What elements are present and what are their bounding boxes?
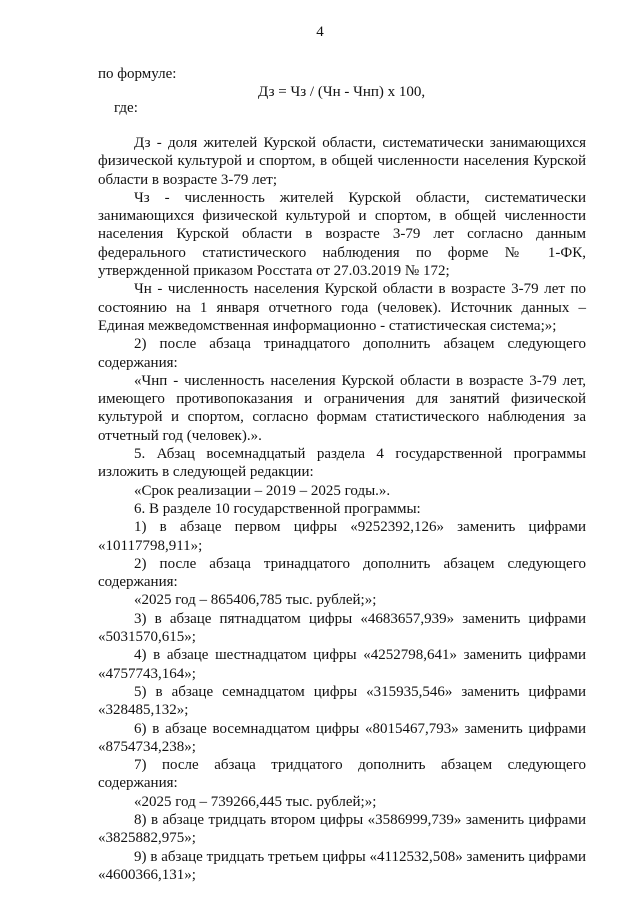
paragraph-2025-a: «2025 год – 865406,785 тыс. рублей;»; [134, 592, 377, 609]
paragraph-section-5: 5. Абзац восемнадцатый раздела 4 государственной программы изложить в следующей редакции: [98, 446, 586, 481]
paragraph-amend-2: 2) после абзаца тринадцатого дополнить абзацем следующего содержания: [98, 555, 586, 591]
where-label: где: [114, 100, 138, 116]
paragraph-dz-definition: Дз - доля жителей Курской области, систематически занимающихся физической культурой и спортом, в общей численности населения Курской области в возрасте 3-79 лет; [98, 135, 586, 188]
paragraph-chn-definition: Чн - численность населения Курской области в возрасте 3-79 лет по состоянию на 1 января отчетного года (человек). Источник данных – Единая межведомственная информационно - статистическая система;»; [98, 281, 586, 334]
paragraph-amend-9: 9) в абзаце тридцать третьем цифры «4112532,508» заменить цифрами «4600366,131»; [98, 848, 586, 883]
paragraph-chnp-definition: «Чнп - численность населения Курской области в возрасте 3-79 лет, имеющего противопоказания и ограничения для занятий физической культурой и спортом, согласно формам статистического наблюдения за отчетный год (человек).». [98, 372, 586, 444]
formula-intro: по формуле: [98, 66, 177, 82]
formula: Дз = Чз / (Чн - Чнп) х 100, [258, 84, 426, 100]
paragraph-amend-4: 4) в абзаце шестнадцатом цифры «4252798,641» заменить цифрами «4757743,164»; [98, 647, 586, 682]
paragraph-amend-5: 5) в абзаце семнадцатом цифры «315935,546» заменить цифрами «328485,132»; [98, 683, 586, 719]
paragraph-section-6: 6. В разделе 10 государственной программы: [134, 500, 421, 517]
page-number: 4 [316, 24, 324, 40]
paragraph-amend-8: 8) в абзаце тридцать втором цифры «3586999,739» заменить цифрами «3825882,975»; [98, 811, 586, 847]
paragraph-item-2: 2) после абзаца тринадцатого дополнить абзацем следующего содержания: [98, 336, 586, 371]
paragraph-amend-6: 6) в абзаце восемнадцатом цифры «8015467,793» заменить цифрами «8754734,238»; [98, 720, 586, 755]
paragraph-amend-3: 3) в абзаце пятнадцатом цифры «4683657,939» заменить цифрами «5031570,615»; [98, 610, 586, 646]
paragraph-amend-1: 1) в абзаце первом цифры «9252392,126» заменить цифрами «10117798,911»; [98, 519, 586, 554]
paragraph-2025-b: «2025 год – 739266,445 тыс. рублей;»; [134, 793, 377, 810]
body-text [98, 134, 586, 884]
paragraph-amend-7: 7) после абзаца тридцатого дополнить абзацем следующего содержания: [98, 757, 586, 792]
paragraph-chz-definition: Чз - численность жителей Курской области, систематически занимающихся физической культурой и спортом, в общей численности населения Курской области в возрасте 3-79 лет согласно данным федерального статистического наблюдения по форме № 1-ФК, утвержденной приказом Росстата от 27.03.2019 № 172; [98, 189, 586, 280]
paragraph-term: «Срок реализации – 2019 – 2025 годы.». [134, 482, 391, 499]
